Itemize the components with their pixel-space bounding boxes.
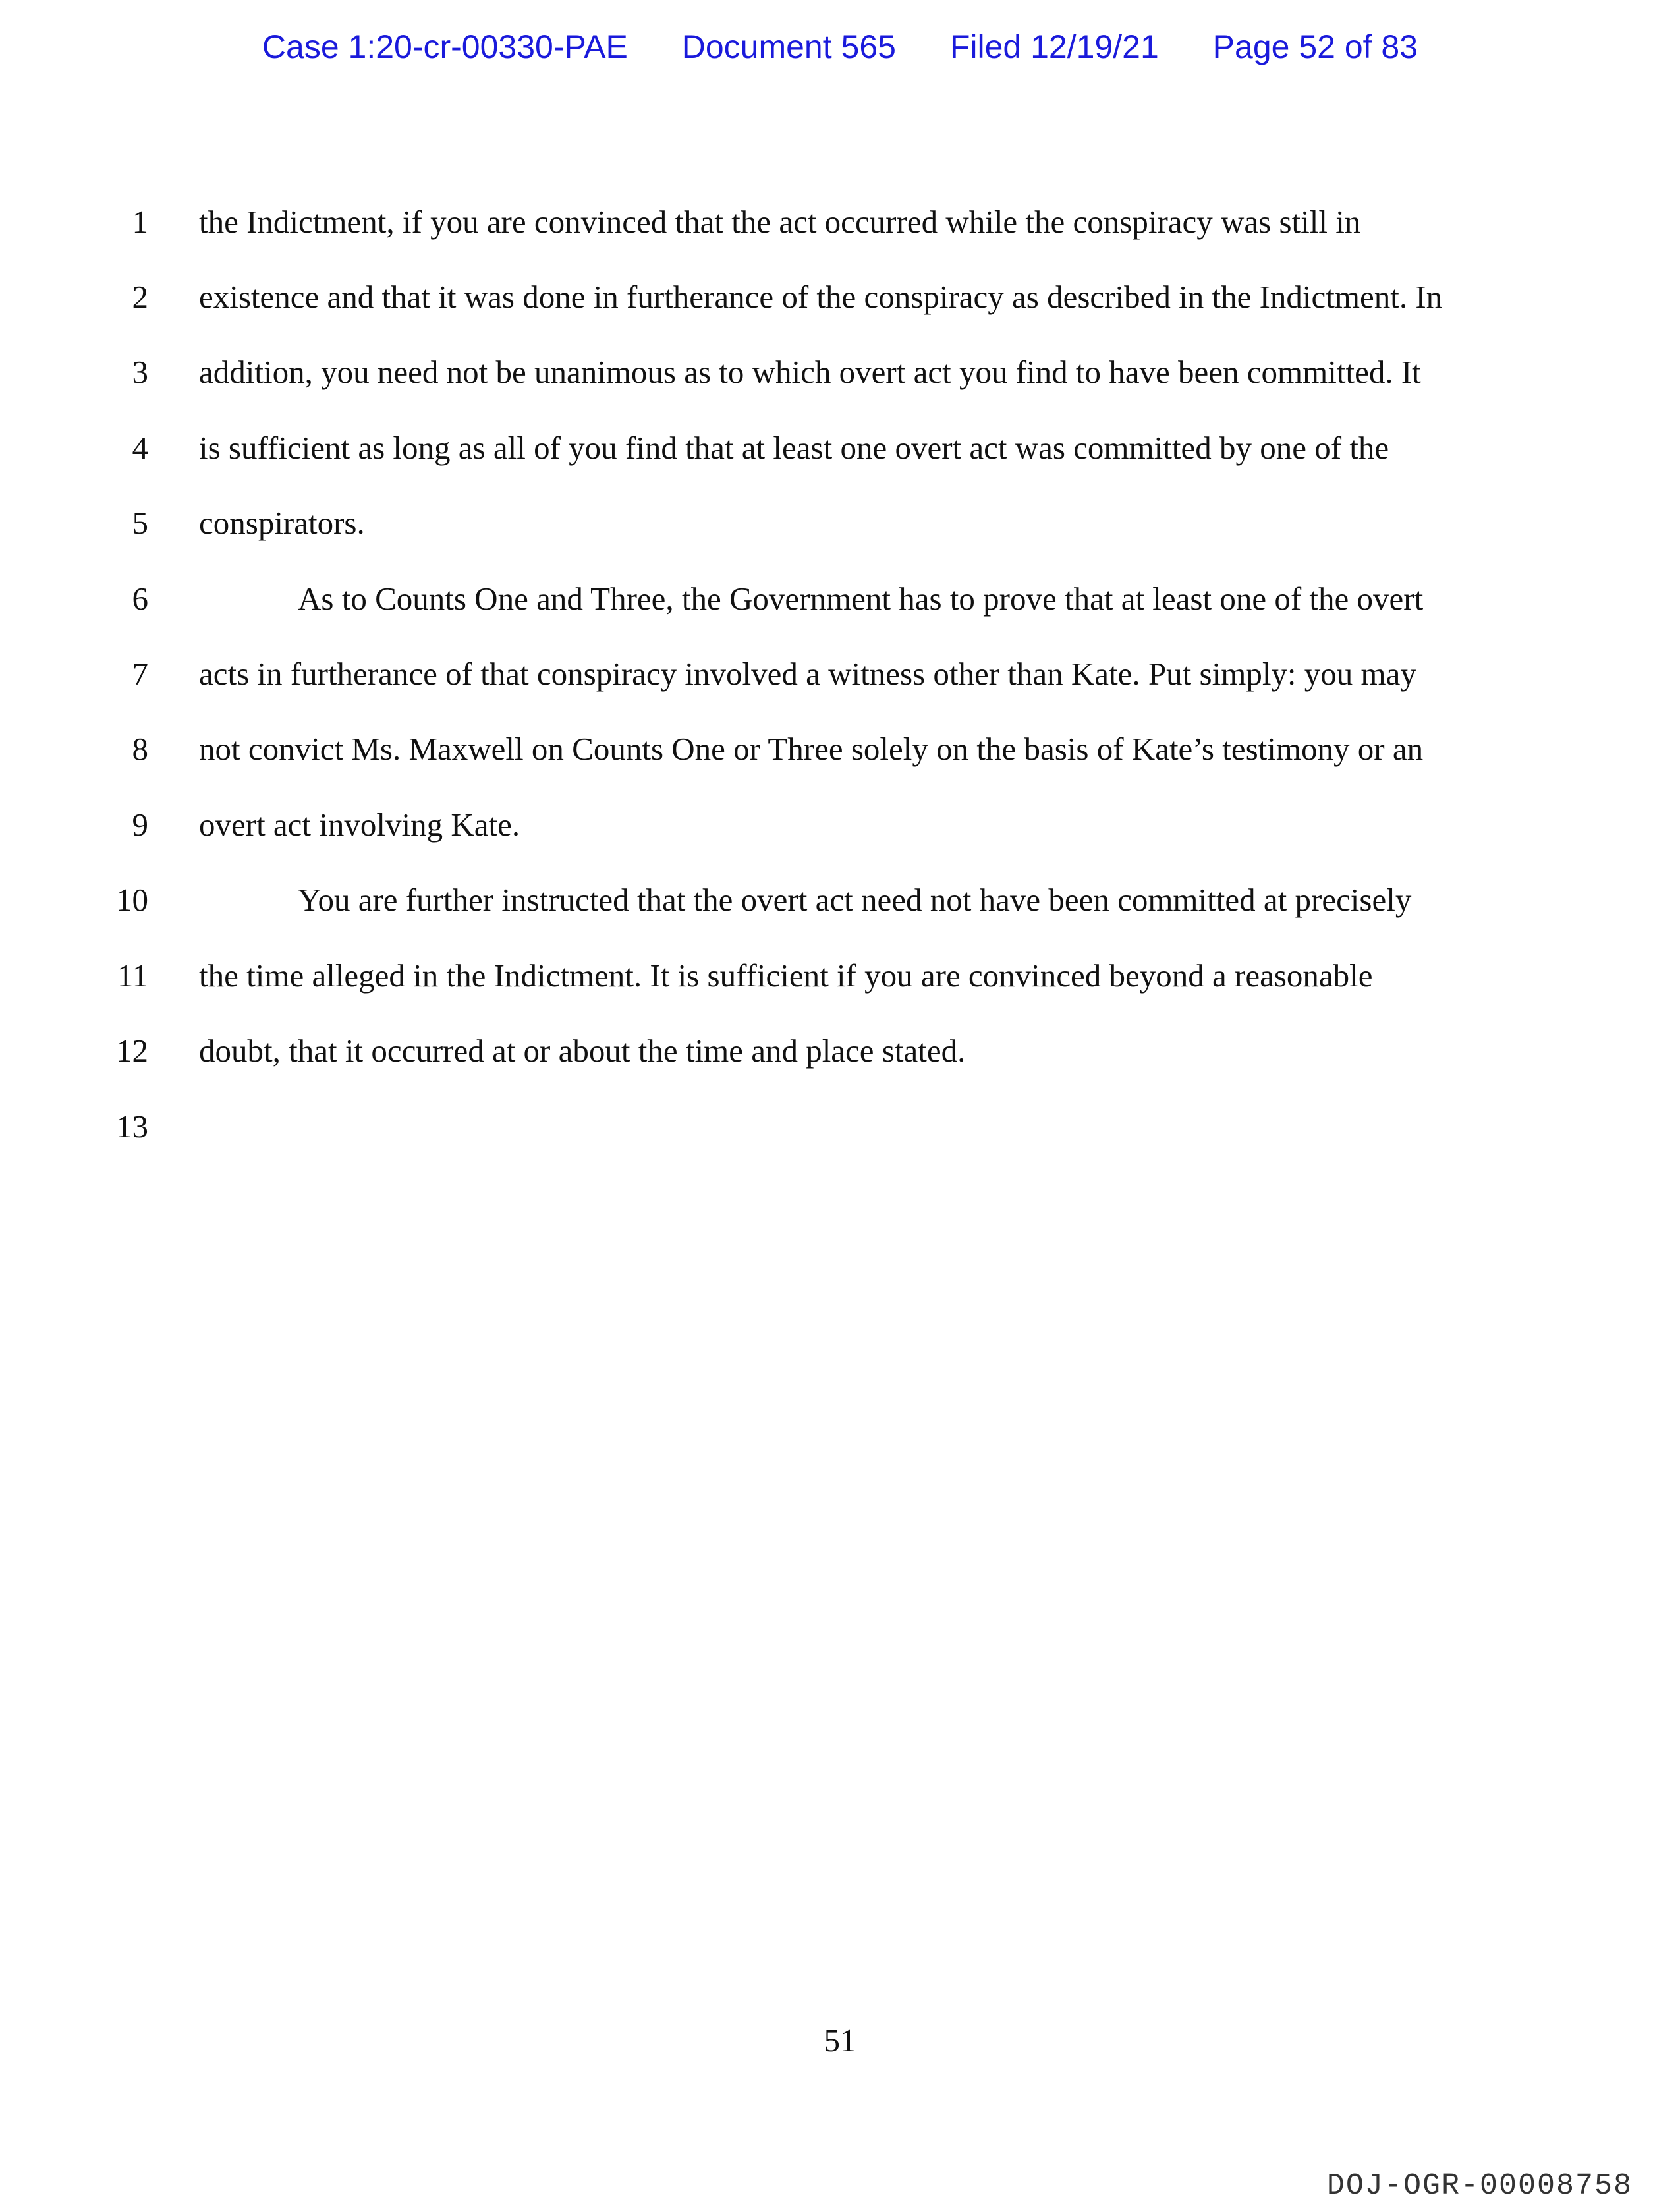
line-text: the time alleged in the Indictment. It is sufficient if you are convinced beyond a reasonable bbox=[199, 957, 1373, 994]
bates-stamp: DOJ-OGR-00008758 bbox=[1326, 2169, 1633, 2203]
pleading-line bbox=[0, 504, 1680, 557]
case-header bbox=[0, 28, 1680, 66]
pleading-line bbox=[0, 1108, 1680, 1160]
line-number: 7 bbox=[132, 656, 148, 692]
pleading-line bbox=[0, 353, 1680, 406]
line-number: 12 bbox=[116, 1033, 148, 1069]
line-text: is sufficient as long as all of you find that at least one overt act was committed by one of the bbox=[199, 430, 1389, 466]
line-number: 10 bbox=[116, 882, 148, 918]
line-text: not convict Ms. Maxwell on Counts One or Three solely on the basis of Kate’s testimony or an bbox=[199, 731, 1424, 767]
line-number: 8 bbox=[132, 731, 148, 767]
line-text: You are further instructed that the overt act need not have been committed at precisely bbox=[298, 882, 1412, 918]
line-text: overt act involving Kate. bbox=[199, 807, 520, 843]
line-text: acts in furtherance of that conspiracy involved a witness other than Kate. Put simply: you may bbox=[199, 656, 1416, 692]
line-text: existence and that it was done in furtherance of the conspiracy as described in the Indictment. In bbox=[199, 279, 1443, 315]
page-indicator: Page 52 of 83 bbox=[1212, 28, 1418, 65]
line-number: 6 bbox=[132, 581, 148, 617]
page-number: 51 bbox=[824, 2022, 856, 2058]
line-text: addition, you need not be unanimous as to which overt act you find to have been committed. It bbox=[199, 354, 1421, 390]
pleading-line bbox=[0, 655, 1680, 708]
line-number: 4 bbox=[132, 430, 148, 466]
pleading-line bbox=[0, 730, 1680, 783]
line-number: 5 bbox=[132, 505, 148, 541]
line-number: 9 bbox=[132, 807, 148, 843]
pleading-line bbox=[0, 1032, 1680, 1085]
pleading-line bbox=[0, 580, 1680, 633]
filed-date: Filed 12/19/21 bbox=[949, 28, 1159, 65]
line-text: As to Counts One and Three, the Government has to prove that at least one of the overt bbox=[298, 581, 1424, 617]
line-text: the Indictment, if you are convinced that the act occurred while the conspiracy was still in bbox=[199, 204, 1361, 240]
pleading-line bbox=[0, 429, 1680, 482]
pleading-line bbox=[0, 278, 1680, 331]
line-text: conspirators. bbox=[199, 505, 365, 541]
document-number: Document 565 bbox=[681, 28, 896, 65]
line-number: 13 bbox=[116, 1108, 148, 1145]
pleading-line bbox=[0, 203, 1680, 256]
line-text: doubt, that it occurred at or about the time and place stated. bbox=[199, 1033, 966, 1069]
pleading-line bbox=[0, 806, 1680, 859]
line-number: 3 bbox=[132, 354, 148, 390]
line-number: 2 bbox=[132, 279, 148, 315]
case-number: Case 1:20-cr-00330-PAE bbox=[262, 28, 628, 65]
pleading-line bbox=[0, 881, 1680, 934]
pleading-line bbox=[0, 957, 1680, 1009]
line-number: 11 bbox=[117, 957, 148, 994]
line-number: 1 bbox=[132, 204, 148, 240]
